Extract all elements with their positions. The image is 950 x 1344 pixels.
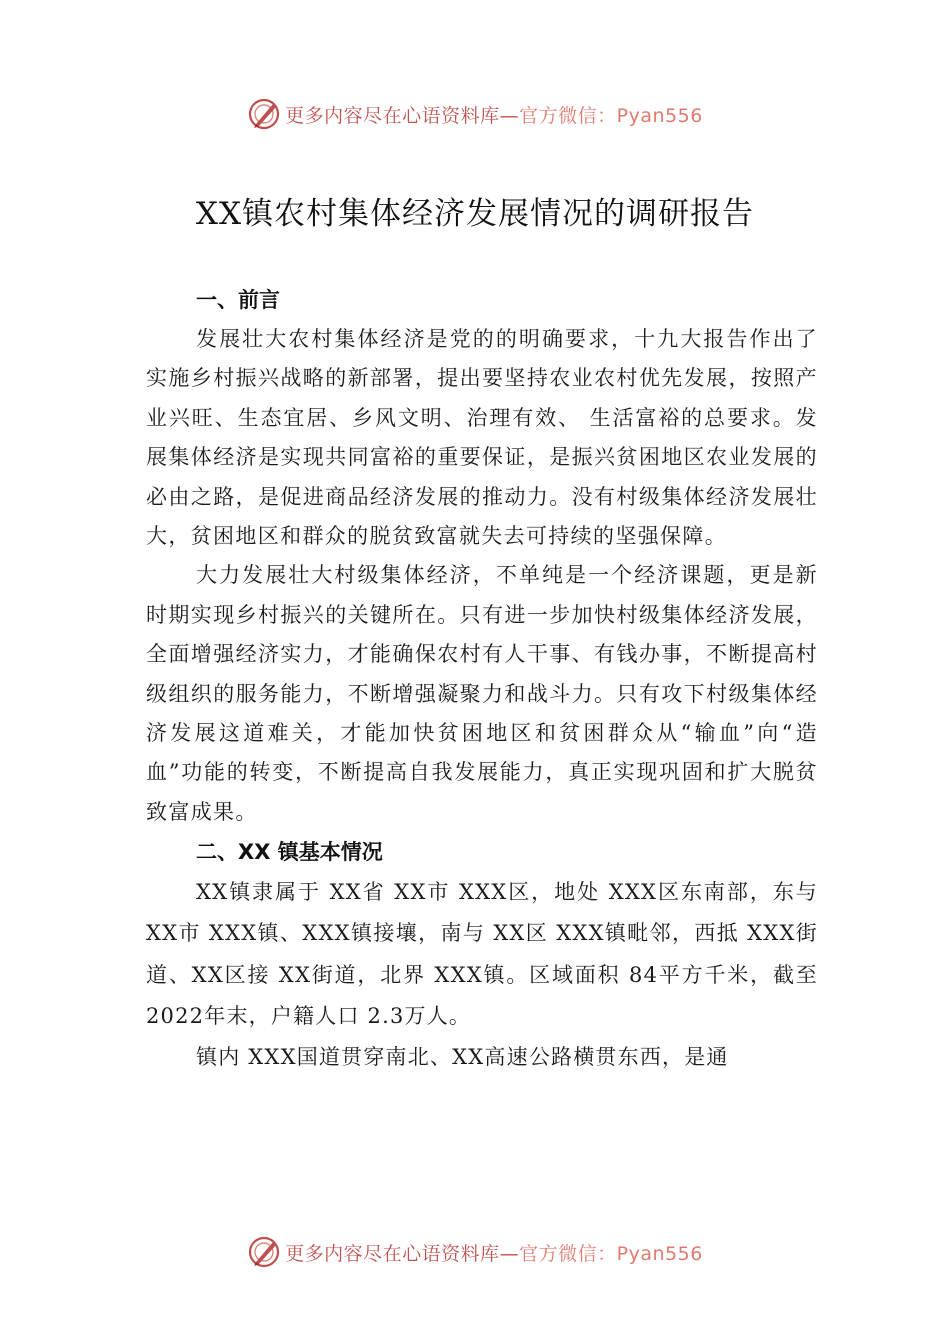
watermark-text: 更多内容尽在心语资料库—官方微信：Pyan556 <box>285 104 703 127</box>
pen-circle-logo-icon <box>247 97 281 131</box>
watermark-banner-bottom <box>0 1232 950 1272</box>
section-heading-basic-info: 二、XX 镇基本情况 <box>196 840 383 865</box>
pen-circle-logo-icon <box>247 1235 281 1269</box>
watermark-banner-top <box>0 94 950 134</box>
watermark-text: 更多内容尽在心语资料库—官方微信：Pyan556 <box>285 1242 703 1265</box>
paragraph: 发展壮大农村集体经济是党的的明确要求，十九大报告作出了实施乡村振兴战略的新部署，提出要坚持农业农村优先发展，按照产业兴旺、生态宜居、乡风文明、治理有效、 生活富裕的总要求。发展集体经济是实现共同富裕的重要保证，是振兴贫困地区农业发展的必由之路，是促进商品经济发展的推动力。没有村级集体经济发展壮大，贫困地区和群众的脱贫致富就失去可持续的坚强保障。 <box>146 327 818 549</box>
document-body <box>146 280 818 1078</box>
document-title: XX镇农村集体经济发展情况的调研报告 <box>195 196 755 232</box>
section-heading-preface: 一、前言 <box>196 288 280 312</box>
paragraph: XX镇隶属于 XX省 XX市 XXX区，地处 XXX区东南部，东与 XX市 XXX镇、XXX镇接壤，南与 XX区 XXX镇毗邻，西抵 XXX街道、XX区接 XX街道，北界 XXX镇。区域面积 84平方千米，截至 2022年末，户籍人口 2.3万人。 <box>146 880 818 1028</box>
paragraph: 镇内 XXX国道贯穿南北、XX高速公路横贯东西，是通 <box>196 1045 729 1070</box>
paragraph: 大力发展壮大村级集体经济，不单纯是一个经济课题，更是新时期实现乡村振兴的关键所在。只有进一步加快村级集体经济发展，全面增强经济实力，才能确保农村有人干事、有钱办事，不断提高村级组织的服务能力，不断增强凝聚力和战斗力。只有攻下村级集体经济发展这道难关，才能加快贫困地区和贫困群众从“输血”向“造血”功能的转变，不断提高自我发展能力，真正实现巩固和扩大脱贫致富成果。 <box>146 563 818 824</box>
